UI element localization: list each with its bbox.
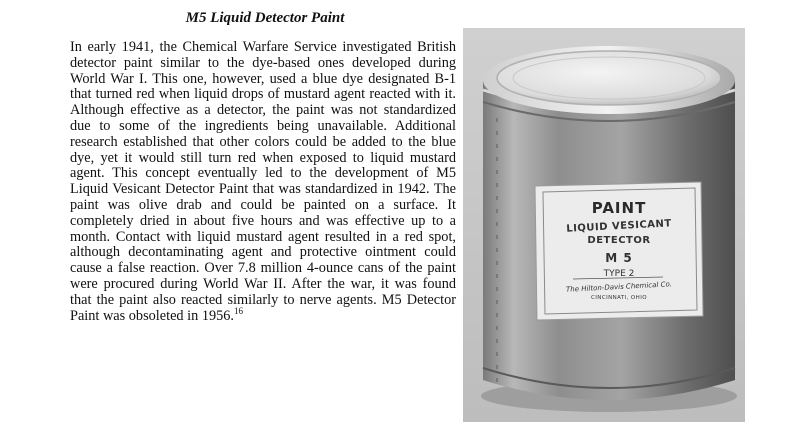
paint-can-photo [463, 28, 745, 422]
can-label-model: M 5 [605, 251, 633, 265]
can-label-city: CINCINNATI, OHIO [591, 295, 647, 301]
body-paragraph [70, 40, 456, 324]
can-label-detector: DETECTOR [587, 235, 651, 246]
can-label-paint: PAINT [591, 199, 647, 217]
can-label-liquid-vesicant: LIQUID VESICANT [566, 218, 672, 235]
paragraph-text: In early 1941, the Chemical Warfare Service investigated British detector paint similar to the dye-based ones developed during World War I. This one, however, used a blue dye designated B-1 that turned red when liquid drops of mustard agent reacted with it. Although effective as a detector, the paint was not standardized due to some of the ingredients being unavailable. Additional research established that other colors could be added to the blue dye, yet it would still turn red when exposed to liquid mustard agent. This concept eventually led to the development of M5 Liquid Vesicant Detector Paint that was standardized in 1942. The paint was olive drab and could be painted on a surface. It completely dried in about five hours and was effective up to a month. Contact with liquid mustard agent resulted in a red spot, although decontaminating agent and protective ointment could cause a false reaction. Over 7.8 million 4-ounce cans of the paint were procured during World War II. After the war, it was found that the paint also reacted similarly to nerve agents. M5 Detector Paint was obsoleted in 1956. [70, 39, 456, 324]
document-title: M5 Liquid Detector Paint [185, 10, 345, 26]
footnote-marker: 16 [234, 305, 244, 316]
can-label-maker: The Hilton-Davis Chemical Co. [565, 280, 673, 294]
can-label-type: TYPE 2 [603, 269, 635, 279]
